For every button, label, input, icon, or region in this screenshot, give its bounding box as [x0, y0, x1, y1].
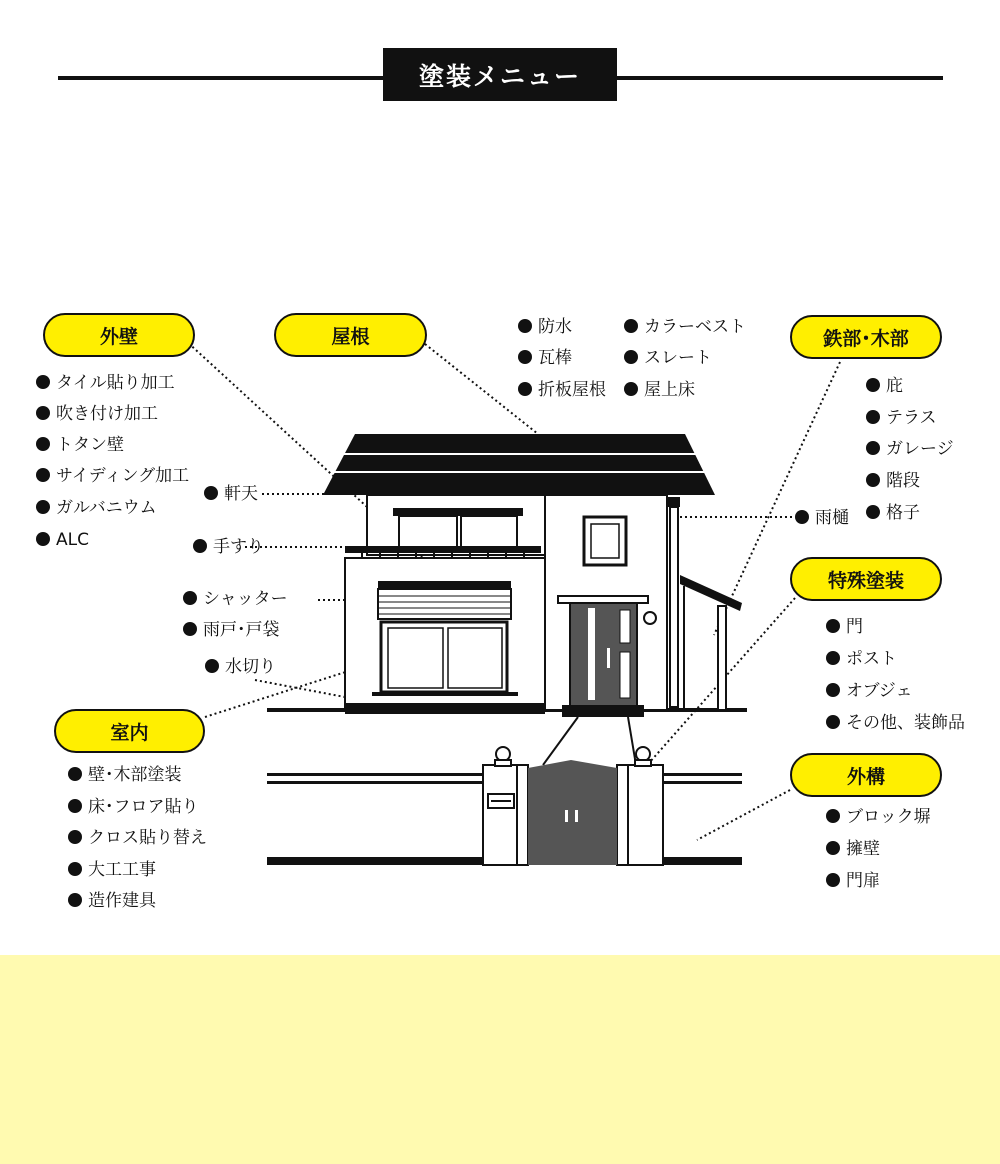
gaiheki-item: 吹き付け加工 — [36, 404, 158, 424]
bottom-band — [0, 955, 1000, 1164]
yane-item: 防水 — [518, 317, 572, 337]
tetsubu-item: 階段 — [866, 471, 920, 491]
category-tokushu: 特殊塗装 — [790, 557, 942, 601]
tokushu-item: ポスト — [826, 649, 897, 669]
gaikou-item: 門扉 — [826, 871, 880, 891]
tetsubu-item: ガレージ — [866, 439, 954, 459]
callout-tesuri: 手すり — [193, 537, 264, 557]
tokushu-item: 門 — [826, 617, 863, 637]
gaiheki-item: サイディング加工 — [36, 466, 189, 486]
gaiheki-item: ガルバニウム — [36, 498, 157, 518]
callout-shutter: シャッター — [183, 589, 288, 609]
callout-amado: 雨戸･戸袋 — [183, 620, 280, 640]
balcony-rail — [345, 546, 541, 553]
leader-gaikou — [697, 790, 790, 840]
roof — [323, 434, 715, 495]
category-shitsunai: 室内 — [54, 709, 205, 753]
gutter-pipe — [670, 507, 678, 707]
tetsubu-item: テラス — [866, 408, 937, 428]
gutter-head — [668, 497, 680, 507]
callout-amadoi: 雨樋 — [795, 508, 849, 528]
water-drip — [345, 703, 545, 714]
yane-item: 折板屋根 — [518, 380, 606, 400]
category-gaikou: 外構 — [790, 753, 942, 797]
shitsunai-item: 大工工事 — [68, 860, 156, 880]
shitsunai-item: 造作建具 — [68, 891, 156, 911]
gaiheki-item: トタン壁 — [36, 435, 124, 455]
category-gaiheki: 外壁 — [43, 313, 195, 357]
gaikou-item: ブロック塀 — [826, 807, 931, 827]
tokushu-item: その他、装飾品 — [826, 713, 965, 733]
yane-item: スレート — [624, 348, 712, 368]
tetsubu-item: 庇 — [866, 376, 903, 396]
tokushu-item: オブジェ — [826, 681, 912, 701]
gate-door — [528, 760, 617, 865]
shitsunai-item: クロス貼り替え — [68, 828, 207, 848]
leader-mizukiri — [255, 680, 350, 698]
callout-mizukiri: 水切り — [205, 657, 276, 677]
gaiheki-item: ALC — [36, 530, 89, 550]
yane-item: 瓦棒 — [518, 348, 572, 368]
yane-item: カラーベスト — [624, 317, 746, 337]
tetsubu-item: 格子 — [866, 503, 920, 523]
gaikou-item: 擁壁 — [826, 839, 880, 859]
page-title: 塗装メニュー — [383, 48, 617, 101]
callout-nokiten: 軒天 — [204, 484, 258, 504]
terrace-roof — [680, 575, 742, 611]
category-yane: 屋根 — [274, 313, 427, 357]
shutter-box — [378, 581, 511, 589]
shitsunai-item: 壁･木部塗装 — [68, 765, 182, 785]
yane-item: 屋上床 — [624, 380, 695, 400]
gaiheki-item: タイル貼り加工 — [36, 373, 175, 393]
category-tetsubu: 鉄部･木部 — [790, 315, 942, 359]
shitsunai-item: 床･フロア貼り — [68, 797, 199, 817]
